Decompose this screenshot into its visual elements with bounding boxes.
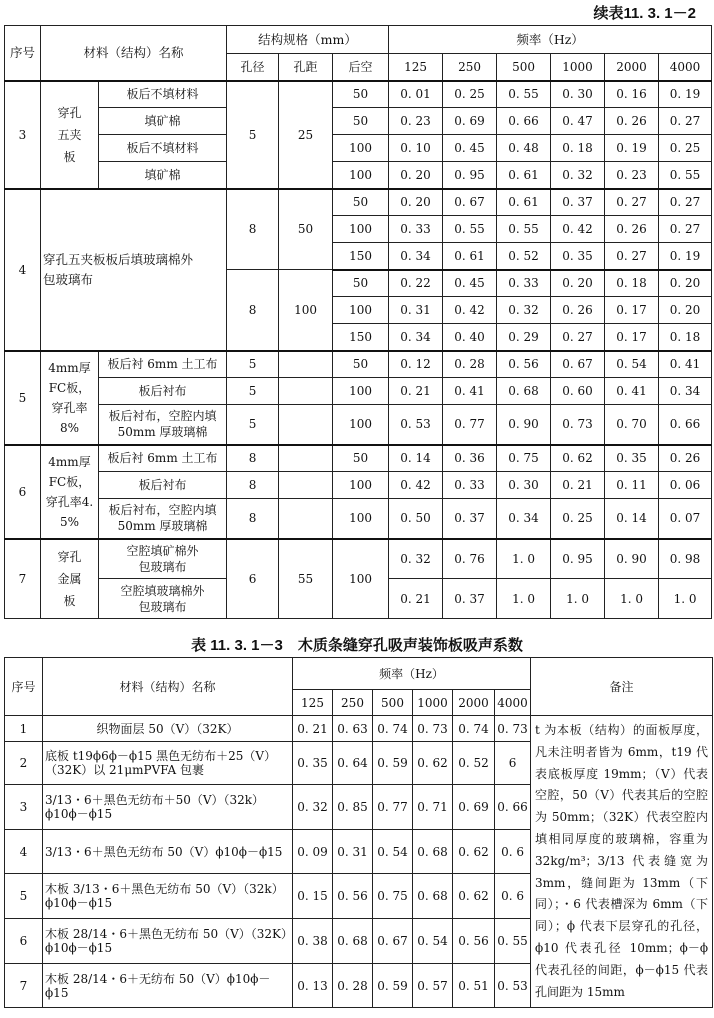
- header-back-cavity: 后空: [333, 54, 389, 81]
- header-freq-500: 500: [373, 690, 413, 716]
- cavity: 100: [333, 405, 389, 445]
- group-no: 6: [5, 445, 41, 539]
- value: 0. 60: [551, 378, 605, 405]
- value: 0. 14: [605, 499, 659, 539]
- cavity: 100: [333, 472, 389, 499]
- header-freq-4000: 4000: [659, 54, 712, 81]
- value: 0. 30: [551, 81, 605, 108]
- value: 0. 31: [333, 829, 373, 874]
- value: 0. 55: [495, 918, 531, 963]
- value: 0. 71: [413, 785, 453, 830]
- sub-name: 板后衬 6mm 土工布: [99, 445, 227, 472]
- value: 0. 21: [293, 716, 333, 742]
- value: 0. 34: [659, 378, 712, 405]
- value: 0. 61: [443, 243, 497, 270]
- value: 0. 55: [443, 216, 497, 243]
- value: 0. 75: [373, 874, 413, 919]
- value: 0. 68: [413, 874, 453, 919]
- value: 0. 22: [389, 270, 443, 297]
- value: 0. 6: [495, 874, 531, 919]
- group-no: 5: [5, 351, 41, 445]
- value: 0. 76: [443, 539, 497, 579]
- cavity: 50: [333, 445, 389, 472]
- hole-dia: 6: [227, 539, 279, 619]
- value: 0. 11: [605, 472, 659, 499]
- value: 1. 0: [605, 579, 659, 619]
- value: 0. 28: [443, 351, 497, 378]
- value: 0. 59: [373, 742, 413, 785]
- value: 0. 6: [495, 829, 531, 874]
- hole-dia: 8: [227, 270, 279, 351]
- header-freq: 频率（Hz）: [293, 658, 531, 690]
- value: 0. 25: [443, 81, 497, 108]
- header-freq-500: 500: [497, 54, 551, 81]
- row-no: 6: [5, 918, 43, 963]
- group-name-text: 4mm厚FC板，穿孔率4. 5%: [45, 454, 94, 529]
- sub-name-text: 板后衬布，空腔内填 50mm 厚玻璃棉: [108, 503, 217, 534]
- cavity: 50: [333, 189, 389, 216]
- row-no: 5: [5, 874, 43, 919]
- sub-name: 板后衬布: [99, 378, 227, 405]
- value: 0. 47: [551, 108, 605, 135]
- value: 0. 32: [551, 162, 605, 189]
- value: 0. 56: [497, 351, 551, 378]
- value: 0. 68: [497, 378, 551, 405]
- value: 0. 19: [659, 81, 712, 108]
- value: 0. 15: [293, 874, 333, 919]
- value: 0. 27: [605, 189, 659, 216]
- header-remark: 备注: [531, 658, 713, 716]
- cavity: 50: [333, 351, 389, 378]
- group-no: 7: [5, 539, 41, 619]
- row-no: 3: [5, 785, 43, 830]
- group-name: [41, 81, 99, 189]
- value: 0. 55: [659, 162, 712, 189]
- hole-pitch: [279, 499, 333, 539]
- value: 0. 68: [333, 918, 373, 963]
- group-name: [41, 189, 227, 351]
- header-hole-pitch: 孔距: [279, 54, 333, 81]
- sub-name: 填矿棉: [99, 162, 227, 189]
- group-name-text: 穿孔金属板: [57, 549, 82, 608]
- value: 0. 95: [551, 539, 605, 579]
- value: 0. 41: [659, 351, 712, 378]
- value: 0. 23: [605, 162, 659, 189]
- value: 0. 14: [389, 445, 443, 472]
- value: 0. 10: [389, 135, 443, 162]
- value: 0. 16: [605, 81, 659, 108]
- value: 0. 13: [293, 963, 333, 1008]
- cavity: 100: [333, 378, 389, 405]
- sub-name: 板后衬 6mm 土工布: [99, 351, 227, 378]
- hole-dia: 5: [227, 405, 279, 445]
- row-no: 2: [5, 742, 43, 785]
- value: 0. 37: [551, 189, 605, 216]
- value: 0. 34: [389, 324, 443, 351]
- header-freq-125: 125: [389, 54, 443, 81]
- value: 0. 19: [605, 135, 659, 162]
- header-freq-125: 125: [293, 690, 333, 716]
- row-name: 3/13・6＋黑色无纺布＋50（V）（32k）ϕ10ϕ－ϕ15: [43, 785, 293, 830]
- sub-name: 板后衬布: [99, 472, 227, 499]
- header-freq-1000: 1000: [551, 54, 605, 81]
- header-no: 序号: [5, 658, 43, 716]
- value: 0. 18: [659, 324, 712, 351]
- value: 1. 0: [659, 579, 712, 619]
- value: 0. 31: [389, 297, 443, 324]
- value: 0. 33: [443, 472, 497, 499]
- header-freq: 频率（Hz）: [389, 26, 712, 54]
- row-no: 1: [5, 716, 43, 742]
- value: 0. 30: [497, 472, 551, 499]
- sub-name: [99, 405, 227, 445]
- value: 0. 27: [659, 189, 712, 216]
- hole-dia: 5: [227, 378, 279, 405]
- value: 0. 09: [293, 829, 333, 874]
- header-material: 材料（结构）名称: [43, 658, 293, 716]
- value: 0. 57: [413, 963, 453, 1008]
- group-name: [41, 445, 99, 539]
- table-title: 表 11. 3. 1－3 木质条缝穿孔吸声装饰板吸声系数: [191, 637, 523, 654]
- hole-dia: 8: [227, 472, 279, 499]
- value: 0. 20: [659, 270, 712, 297]
- hole-pitch: [279, 445, 333, 472]
- value: 0. 27: [551, 324, 605, 351]
- value: 0. 62: [413, 742, 453, 785]
- cavity: 100: [333, 162, 389, 189]
- value: 0. 35: [293, 742, 333, 785]
- row-name: 3/13・6＋黑色无纺布 50（V）ϕ10ϕ－ϕ15: [43, 829, 293, 874]
- value: 6: [495, 742, 531, 785]
- hole-pitch: 50: [279, 189, 333, 270]
- group-name: [41, 539, 99, 619]
- hole-pitch: [279, 378, 333, 405]
- row-no: 4: [5, 829, 43, 874]
- value: 0. 51: [453, 963, 495, 1008]
- sub-name: 板后不填材料: [99, 81, 227, 108]
- header-material: 材料（结构）名称: [41, 26, 227, 81]
- value: 0. 77: [373, 785, 413, 830]
- header-freq-4000: 4000: [495, 690, 531, 716]
- row-name: 木板 28/14・6＋无纺布 50（V）ϕ10ϕ－ϕ15: [43, 963, 293, 1008]
- value: 0. 34: [389, 243, 443, 270]
- value: 0. 20: [389, 189, 443, 216]
- group-name-text: 穿孔五夹板板后填玻璃棉外包玻璃布: [43, 251, 194, 287]
- hole-pitch: [279, 351, 333, 378]
- value: 0. 64: [333, 742, 373, 785]
- cavity: 100: [333, 499, 389, 539]
- value: 0. 21: [551, 472, 605, 499]
- value: 0. 54: [413, 918, 453, 963]
- value: 0. 69: [453, 785, 495, 830]
- value: 0. 20: [389, 162, 443, 189]
- table-11-3-1-2: [4, 25, 712, 619]
- value: 0. 85: [333, 785, 373, 830]
- hole-dia: 8: [227, 499, 279, 539]
- value: 0. 35: [605, 445, 659, 472]
- sub-name: 填矿棉: [99, 108, 227, 135]
- hole-pitch: 25: [279, 81, 333, 189]
- value: 1. 0: [497, 539, 551, 579]
- value: 1. 0: [497, 579, 551, 619]
- value: 0. 19: [659, 243, 712, 270]
- value: 1. 0: [551, 579, 605, 619]
- value: 0. 42: [551, 216, 605, 243]
- value: 0. 17: [605, 324, 659, 351]
- value: 0. 55: [497, 216, 551, 243]
- value: 0. 68: [413, 829, 453, 874]
- value: 0. 37: [443, 579, 497, 619]
- value: 0. 90: [605, 539, 659, 579]
- group-no: 3: [5, 81, 41, 189]
- header-freq-2000: 2000: [453, 690, 495, 716]
- group-name-text: 穿孔五夹板: [57, 105, 82, 164]
- value: 0. 26: [605, 108, 659, 135]
- value: 0. 74: [453, 716, 495, 742]
- value: 0. 69: [443, 108, 497, 135]
- value: 0. 54: [605, 351, 659, 378]
- value: 0. 98: [659, 539, 712, 579]
- value: 0. 28: [333, 963, 373, 1008]
- value: 0. 25: [551, 499, 605, 539]
- value: 0. 32: [497, 297, 551, 324]
- value: 0. 21: [389, 579, 443, 619]
- value: 0. 42: [443, 297, 497, 324]
- value: 0. 90: [497, 405, 551, 445]
- value: 0. 62: [453, 874, 495, 919]
- value: 0. 73: [413, 716, 453, 742]
- value: 0. 67: [373, 918, 413, 963]
- sub-name-text: 板后衬布，空腔内填 50mm 厚玻璃棉: [108, 409, 217, 440]
- sub-name-text: 空腔填玻璃棉外包玻璃布: [120, 583, 205, 614]
- cavity: 150: [333, 324, 389, 351]
- value: 0. 95: [443, 162, 497, 189]
- value: 0. 70: [605, 405, 659, 445]
- value: 0. 27: [605, 243, 659, 270]
- value: 0. 77: [443, 405, 497, 445]
- value: 0. 12: [389, 351, 443, 378]
- cavity: 100: [333, 135, 389, 162]
- sub-name: [99, 499, 227, 539]
- value: 0. 06: [659, 472, 712, 499]
- sub-name: [99, 579, 227, 619]
- row-no: 7: [5, 963, 43, 1008]
- value: 0. 45: [443, 135, 497, 162]
- hole-pitch: [279, 472, 333, 499]
- value: 0. 20: [659, 297, 712, 324]
- hole-dia: 8: [227, 445, 279, 472]
- value: 0. 01: [389, 81, 443, 108]
- value: 0. 25: [659, 135, 712, 162]
- value: 0. 38: [293, 918, 333, 963]
- value: 0. 67: [551, 351, 605, 378]
- value: 0. 61: [497, 162, 551, 189]
- header-hole-dia: 孔径: [227, 54, 279, 81]
- value: 0. 27: [659, 108, 712, 135]
- value: 0. 17: [605, 297, 659, 324]
- cavity: 50: [333, 270, 389, 297]
- value: 0. 52: [453, 742, 495, 785]
- value: 0. 54: [373, 829, 413, 874]
- value: 0. 63: [333, 716, 373, 742]
- value: 0. 20: [551, 270, 605, 297]
- sub-name: [99, 539, 227, 579]
- cavity: 100: [333, 216, 389, 243]
- value: 0. 21: [389, 378, 443, 405]
- cavity: 50: [333, 108, 389, 135]
- value: 0. 42: [389, 472, 443, 499]
- value: 0. 56: [333, 874, 373, 919]
- value: 0. 67: [443, 189, 497, 216]
- value: 0. 75: [497, 445, 551, 472]
- hole-dia: 8: [227, 189, 279, 270]
- value: 0. 73: [495, 716, 531, 742]
- table-11-3-1-3: [4, 657, 713, 1008]
- value: 0. 61: [497, 189, 551, 216]
- group-name-text: 4mm厚FC板，穿孔率8%: [48, 360, 91, 435]
- value: 0. 55: [497, 81, 551, 108]
- header-no: 序号: [5, 26, 41, 81]
- value: 0. 33: [389, 216, 443, 243]
- value: 0. 34: [497, 499, 551, 539]
- hole-pitch: [279, 405, 333, 445]
- value: 0. 41: [605, 378, 659, 405]
- value: 0. 66: [497, 108, 551, 135]
- row-name: 木板 28/14・6＋黑色无纺布 50（V）（32K）ϕ10ϕ－ϕ15: [43, 918, 293, 963]
- value: 0. 36: [443, 445, 497, 472]
- value: 0. 66: [659, 405, 712, 445]
- value: 0. 29: [497, 324, 551, 351]
- hole-dia: 5: [227, 81, 279, 189]
- value: 0. 53: [389, 405, 443, 445]
- sub-name-text: 空腔填矿棉外包玻璃布: [126, 543, 199, 574]
- hole-dia: 5: [227, 351, 279, 378]
- row-name: 织物面层 50（V）（32K）: [43, 716, 293, 742]
- value: 0. 62: [551, 445, 605, 472]
- value: 0. 50: [389, 499, 443, 539]
- row-name: 木板 3/13・6＋黑色无纺布 50（V）（32k）ϕ10ϕ－ϕ15: [43, 874, 293, 919]
- value: 0. 32: [389, 539, 443, 579]
- value: 0. 37: [443, 499, 497, 539]
- header-spec: 结构规格（mm）: [227, 26, 389, 54]
- cavity: 100: [333, 297, 389, 324]
- value: 0. 56: [453, 918, 495, 963]
- value: 0. 53: [495, 963, 531, 1008]
- row-name: 底板 t19ϕ6ϕ－ϕ15 黑色无纺布＋25（V）（32K）以 21μmPVFA 包裹: [43, 742, 293, 785]
- value: 0. 52: [497, 243, 551, 270]
- value: 0. 41: [443, 378, 497, 405]
- value: 0. 26: [551, 297, 605, 324]
- value: 0. 33: [497, 270, 551, 297]
- value: 0. 40: [443, 324, 497, 351]
- value: 0. 18: [551, 135, 605, 162]
- value: 0. 07: [659, 499, 712, 539]
- value: 0. 26: [659, 445, 712, 472]
- sub-name: 板后不填材料: [99, 135, 227, 162]
- value: 0. 73: [551, 405, 605, 445]
- value: 0. 59: [373, 963, 413, 1008]
- group-no: 4: [5, 189, 41, 351]
- value: 0. 74: [373, 716, 413, 742]
- value: 0. 32: [293, 785, 333, 830]
- remark-text: t 为本板（结构）的面板厚度，凡未注明者皆为 6mm，t19 代表底板厚度 19mm；（V）代表空腔，50（V）代表其后的空腔为 50mm；（32K）代表空腔内填相同厚度的玻璃棉，容重为 32kg/m³；3/13 代表缝宽为 3mm，缝间距为 13mm（下同）；・6 代表槽深为 6mm（下同）；ϕ 代表下层穿孔的孔径，ϕ10 代表孔径 10mm；ϕ－ϕ 代表孔径的间距，ϕ－ϕ15 代表孔间距为 15mm: [531, 716, 713, 1008]
- header-freq-250: 250: [333, 690, 373, 716]
- value: 0. 23: [389, 108, 443, 135]
- header-freq-2000: 2000: [605, 54, 659, 81]
- value: 0. 45: [443, 270, 497, 297]
- hole-pitch: 100: [279, 270, 333, 351]
- value: 0. 66: [495, 785, 531, 830]
- cavity: 100: [333, 539, 389, 619]
- cavity: 50: [333, 81, 389, 108]
- value: 0. 18: [605, 270, 659, 297]
- cavity: 150: [333, 243, 389, 270]
- value: 0. 26: [605, 216, 659, 243]
- hole-pitch: 55: [279, 539, 333, 619]
- value: 0. 62: [453, 829, 495, 874]
- value: 0. 35: [551, 243, 605, 270]
- value: 0. 48: [497, 135, 551, 162]
- header-freq-250: 250: [443, 54, 497, 81]
- continuation-label: 续表11. 3. 1－2: [593, 5, 696, 22]
- header-freq-1000: 1000: [413, 690, 453, 716]
- group-name: [41, 351, 99, 445]
- value: 0. 27: [659, 216, 712, 243]
